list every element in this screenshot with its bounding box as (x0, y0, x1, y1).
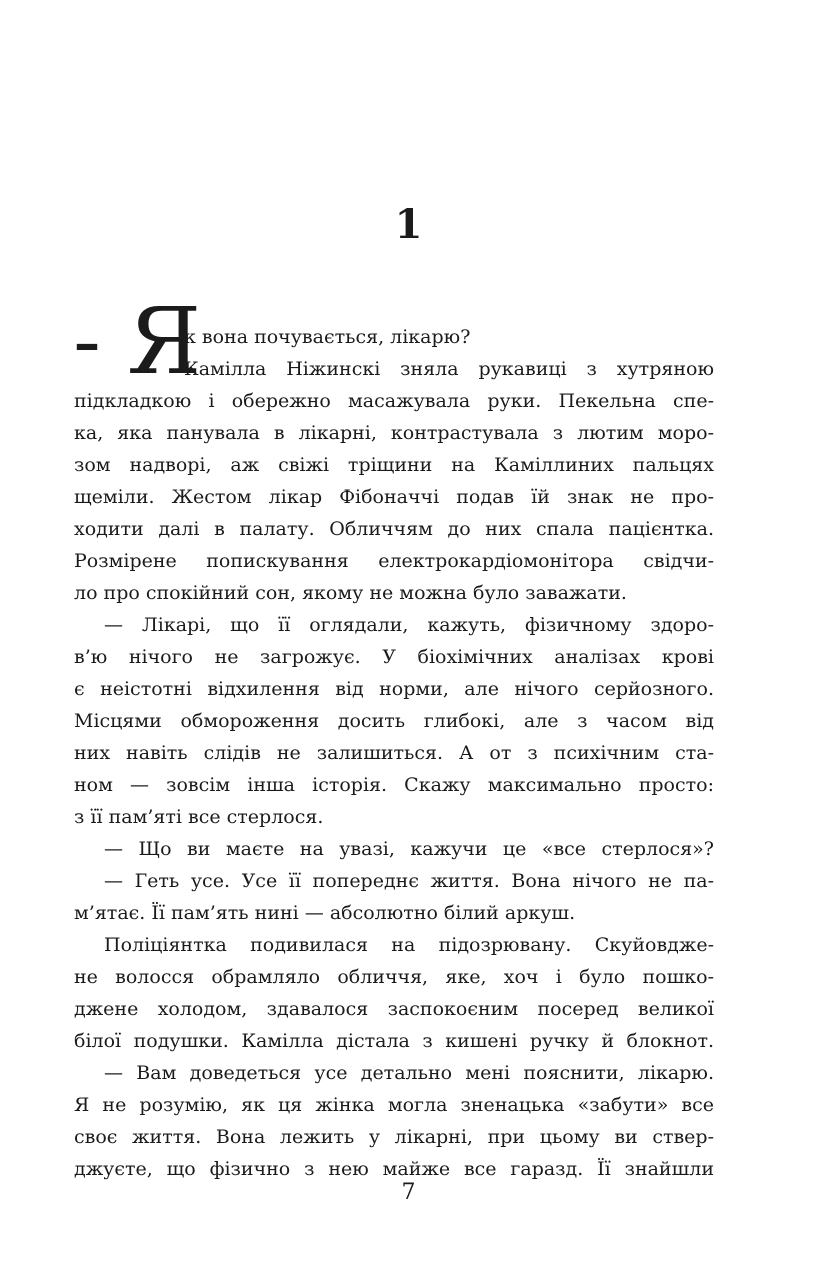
text-line: ло про спокійний сон, якому не можна було заважати. (74, 582, 627, 604)
drop-cap-dash: – (74, 313, 100, 374)
drop-cap-letter: Я (127, 288, 202, 395)
text-line: — Вам доведеться усе детально мені пояснити, лікарю. (104, 1062, 714, 1084)
text-line: — Геть усе. Усе її попереднє життя. Вона нічого не па- (104, 870, 714, 892)
text-line: в’ю нічого не загрожує. У біохімічних аналізах крові (74, 646, 714, 668)
text-line: ка, яка панувала в лікарні, контрастувала з лютим моро- (74, 422, 714, 444)
text-line: них навіть слідів не залишиться. А от з психічним ста- (74, 742, 714, 764)
text-line: Поліціянтка подивилася на підозрювану. Скуйовдже- (104, 934, 714, 956)
chapter-number: 1 (394, 201, 423, 248)
text-line: є неістотні відхилення від норми, але нічого серйозного. (74, 678, 714, 700)
text-line: не волосся обрамляло обличчя, яке, хоч і було пошко- (74, 966, 714, 988)
text-line: Камілла Ніжинскі зняла рукавиці з хутряною (184, 358, 714, 380)
text-line: з її пам’яті все стерлося. (74, 806, 324, 828)
text-line: своє життя. Вона лежить у лікарні, при цьому ви ствер- (74, 1126, 714, 1148)
text-line: джуєте, що фізично з нею майже все гаразд. Її знайшли (74, 1158, 714, 1180)
text-line: м’ятає. Її пам’ять нині — абсолютно білий аркуш. (74, 902, 576, 924)
text-line: — Лікарі, що її оглядали, кажуть, фізичному здоро- (104, 614, 714, 636)
text-line: підкладкою і обережно масажувала руки. Пекельна спе- (74, 390, 714, 412)
text-line: Місцями обмороження досить глибокі, але з часом від (74, 710, 714, 732)
text-line: к вона почувається, лікарю? (184, 326, 471, 348)
text-line: зом надворі, аж свіжі тріщини на Каміллиних пальцях (74, 454, 714, 476)
text-line: Розмірене попискування електрокардіомонітора свідчи- (74, 550, 714, 572)
page-number: 7 (401, 1180, 416, 1205)
text-line: Я не розумію, як ця жінка могла зненацька «забути» все (74, 1094, 714, 1116)
text-line: ходити далі в палату. Обличчям до них спала пацієнтка. (74, 518, 714, 540)
text-line: — Що ви маєте на увазі, кажучи це «все стерлося»? (104, 838, 714, 860)
text-line: джене холодом, здавалося заспокоєним посеред великої (74, 998, 714, 1020)
text-line: щеміли. Жестом лікар Фібоначчі подав їй знак не про- (74, 486, 714, 508)
text-line: білої подушки. Камілла дістала з кишені ручку й блокнот. (74, 1030, 714, 1052)
text-line: ном — зовсім інша історія. Скажу максимально просто: (74, 774, 714, 796)
